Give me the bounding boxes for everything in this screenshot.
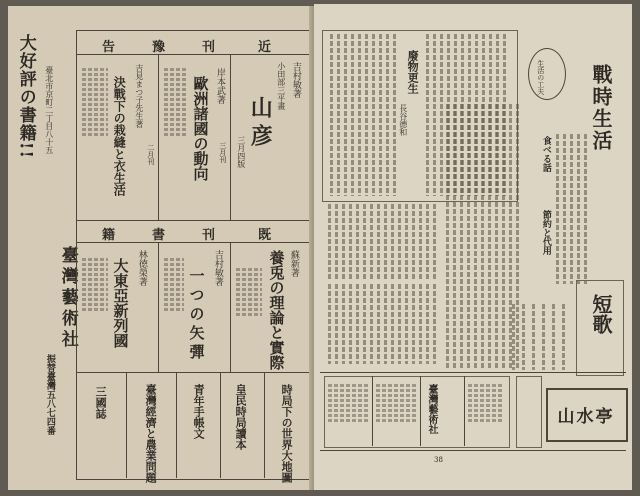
left-page [8,6,314,490]
bottom-ad-text-3 [468,382,504,442]
right-page [314,4,632,490]
bottom-ad-publisher: 臺灣藝術社 [426,384,437,434]
banner-upper-char-4: 告 [102,40,116,55]
body-text-lower [326,284,438,364]
upper-book-2-note: 三月刊 [218,142,227,163]
tanka-verses [510,304,572,370]
banner-upper-char-1: 近 [258,40,272,55]
bottom-ad-text-1 [328,382,368,442]
bottom-item-2-title: 皇民時局讀本 [234,384,248,450]
upper-book-2-title: 歐洲諸國の動向 [191,76,210,181]
sidebar-heading: 戰時生活 [589,64,613,152]
publisher-phone: 振替臺灣五八七四番 [44,354,55,435]
lower-book-3-author: 林徳榮著 [136,250,147,286]
body-text-middle [326,204,438,280]
lower-book-2-description [164,256,184,366]
article-title: 廢物更生 [406,50,420,94]
banner-upper-char-3: 豫 [152,40,166,55]
upper-book-3-author: 吉見まつ子先生著 [134,64,144,128]
lower-book-2-author: 吉村敏著 [212,250,223,286]
bottom-item-4-title: 臺灣經濟と農業問題 [144,384,158,483]
bottom-item-1-title: 時局下の世界大地圖 [280,384,294,483]
banner-lower-char-1: 既 [258,228,272,243]
banner-lower-char-3: 書 [152,228,166,243]
sansuitei-title: 山水亭 [557,407,615,427]
lower-book-1-author: 蘇新著 [288,250,299,277]
upper-book-1-title: 山彦 [247,96,274,152]
upper-book-2-author: 岸本武著 [214,68,225,104]
banner-lower-char-4: 籍 [102,228,116,243]
section-a-heading: 食べる話 [540,136,551,172]
upper-book-1-note: 三月四版 [236,136,246,168]
article-text-left [328,34,398,196]
banner-upper-char-2: 刊 [202,40,216,55]
banner-lower-char-2: 刊 [202,228,216,243]
page-number: 38 [434,456,443,464]
upper-book-1-author: 吉村敏著 [290,62,301,98]
upper-book-3-note: 二月刊 [146,144,155,165]
article-author: 長谷德和 [398,104,408,136]
upper-book-2-description [164,66,186,206]
bottom-ad-text-2 [376,382,416,442]
upper-book-1-label: 小田部三平畫 [276,62,286,110]
bottom-item-3-title: 青年手帳文 [192,384,206,439]
lower-book-1-title: 養兎の理論と實際 [267,250,286,370]
lower-book-2-title: 一つの矢彈 [187,268,206,363]
lower-book-3-title: 大東亞新列國 [111,258,130,348]
upper-book-3-description [82,66,108,206]
sidebar-text [554,134,590,284]
bottom-item-5-title: 三國誌 [94,386,108,419]
lower-book-3-description [82,256,108,366]
tanka-heading: 短歌 [589,294,613,334]
section-b-heading: 節約と代用 [540,210,551,255]
slogan: 大好評の書籍!! [15,34,36,159]
publisher-name: 臺灣藝術社 [57,246,78,351]
publisher-address: 臺北市京町二丁目八十五 [44,66,54,154]
upper-book-3-title: 決戰下の栽縫と衣生活 [112,76,127,196]
sidebar-emblem [528,48,566,100]
bottom-ad-small [516,376,542,448]
lower-book-1-description [236,266,262,366]
sidebar-subheading: 生活の工夫 [536,60,545,95]
